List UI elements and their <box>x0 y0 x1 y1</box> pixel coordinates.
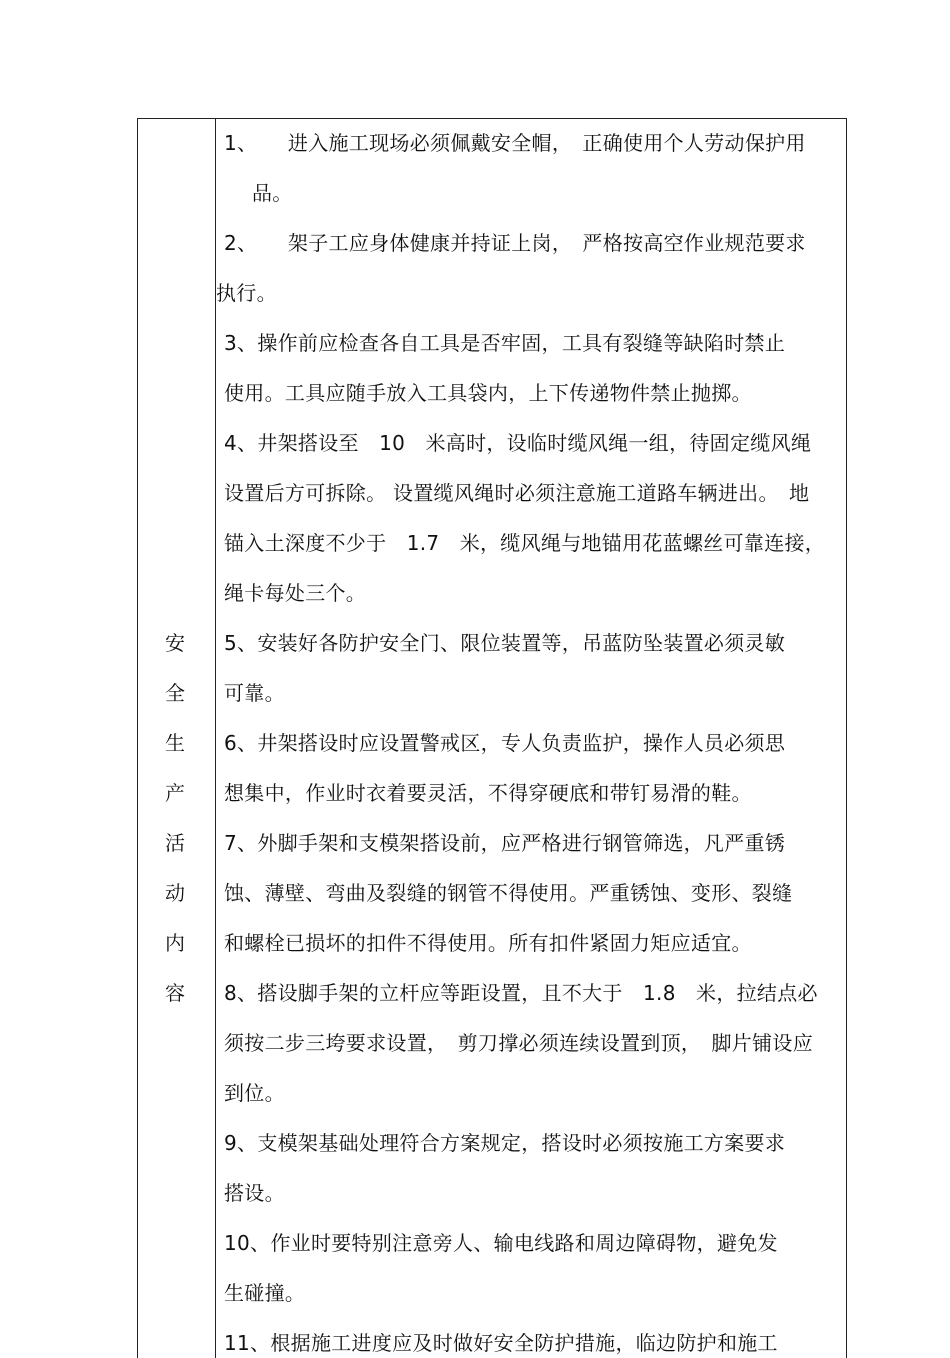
section-label-char: 产 <box>165 781 185 805</box>
section-label <box>155 618 195 1018</box>
rule-text-line: 4、井架搭设至 10 米高时，设临时缆风绳一组，待固定缆风绳 <box>224 431 812 455</box>
rule-text-line: 6、井架搭设时应设置警戒区，专人负责监护，操作人员必须思 <box>224 731 786 755</box>
rule-text-line: 和螺栓已损坏的扣件不得使用。所有扣件紧固力矩应适宜。 <box>224 931 752 955</box>
rule-text-line: 5、安装好各防护安全门、限位装置等，吊蓝防坠装置必须灵敏 <box>224 631 786 655</box>
section-label-char: 容 <box>165 981 185 1005</box>
rule-text-line: 蚀、薄壁、弯曲及裂缝的钢管不得使用。严重锈蚀、变形、裂缝 <box>224 881 793 905</box>
section-label-char: 活 <box>165 831 185 855</box>
rule-text-line: 执行。 <box>216 281 277 305</box>
rule-text-line: 可靠。 <box>224 681 285 705</box>
rule-text-line: 品。 <box>252 181 293 205</box>
rule-text-line: 11、根据施工进度应及时做好安全防护措施，临边防护和施工 <box>224 1331 778 1355</box>
section-label-char: 全 <box>165 681 185 705</box>
section-label-char: 内 <box>165 931 185 955</box>
section-label-char: 生 <box>165 731 185 755</box>
rule-text-line: 2、 架子工应身体健康并持证上岗， 严格按高空作业规范要求 <box>224 231 806 255</box>
rule-text-line: 锚入土深度不少于 1.7 米，缆风绳与地锚用花蓝螺丝可靠连接， <box>224 531 826 555</box>
rule-text-line: 使用。工具应随手放入工具袋内，上下传递物件禁止抛掷。 <box>224 381 752 405</box>
rule-text-line: 8、搭设脚手架的立杆应等距设置，且不大于 1.8 米，拉结点必 <box>224 981 818 1005</box>
rule-text-line: 搭设。 <box>224 1181 285 1205</box>
rule-text-line: 绳卡每处三个。 <box>224 581 367 605</box>
rule-text-line: 9、支模架基础处理符合方案规定，搭设时必须按施工方案要求 <box>224 1131 786 1155</box>
rule-text-line: 想集中，作业时衣着要灵活，不得穿硬底和带钉易滑的鞋。 <box>224 781 752 805</box>
rule-text-line: 到位。 <box>224 1081 285 1105</box>
rule-text-line: 生碰撞。 <box>224 1281 306 1305</box>
rule-text-line: 1、 进入施工现场必须佩戴安全帽， 正确使用个人劳动保护用 <box>224 131 806 155</box>
rule-text-line: 3、操作前应检查各自工具是否牢固，工具有裂缝等缺陷时禁止 <box>224 331 786 355</box>
rule-text-line: 须按二步三垮要求设置， 剪刀撑必须连续设置到顶， 脚片铺设应 <box>224 1031 813 1055</box>
rule-text-line: 7、外脚手架和支模架搭设前，应严格进行钢管筛选，凡严重锈 <box>224 831 786 855</box>
rule-text-line: 10、作业时要特别注意旁人、输电线路和周边障碍物，避免发 <box>224 1231 778 1255</box>
section-label-char: 安 <box>165 631 185 655</box>
rule-text-line: 设置后方可拆除。 设置缆风绳时必须注意施工道路车辆进出。 地 <box>224 481 810 505</box>
section-label-char: 动 <box>165 881 185 905</box>
